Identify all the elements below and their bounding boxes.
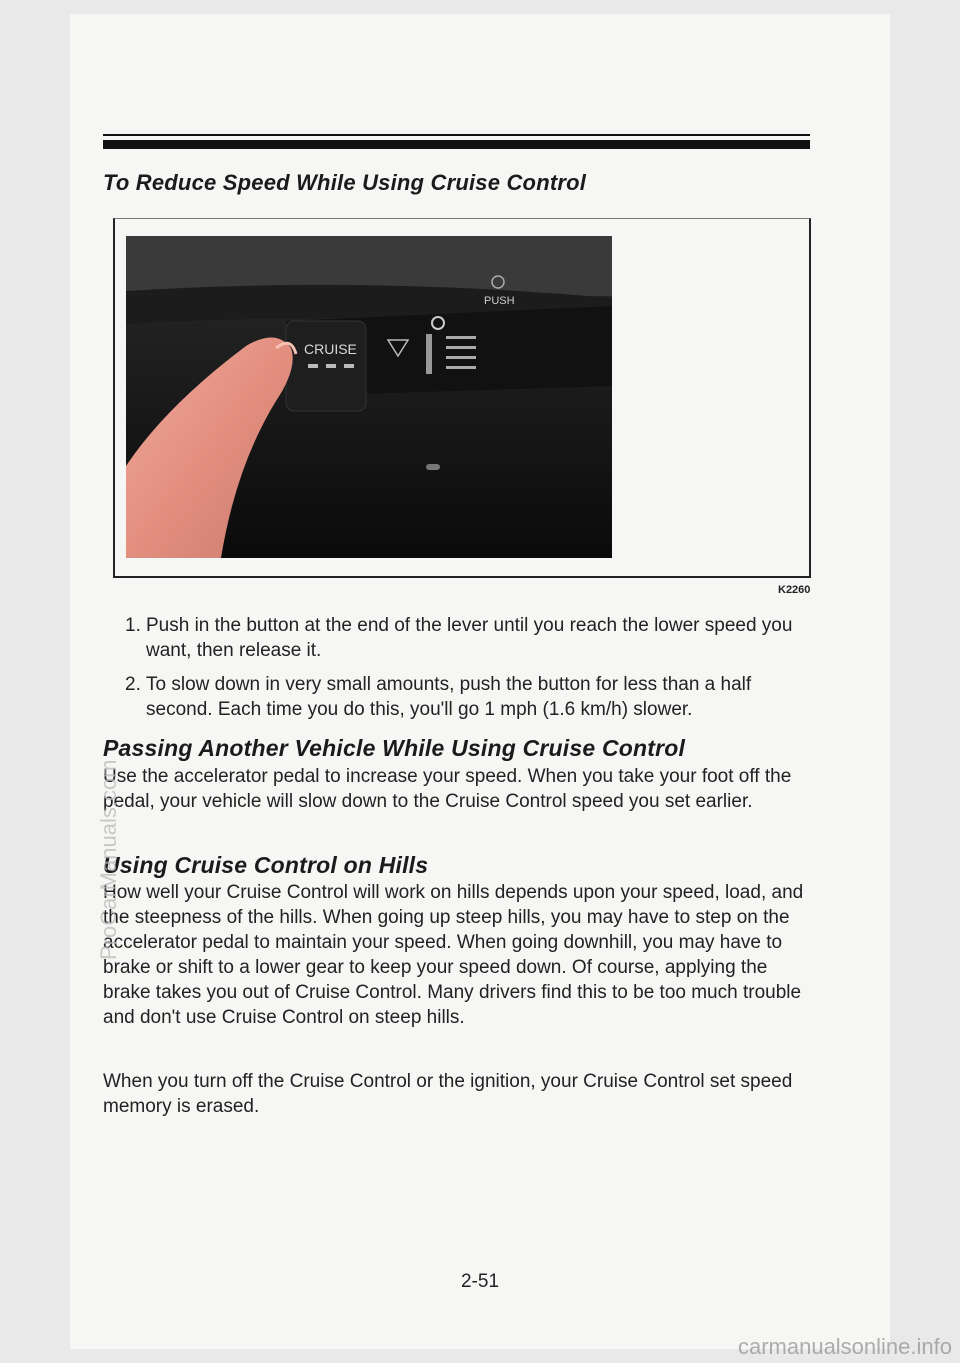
passing-paragraph: Use the accelerator pedal to increase your speed. When you take your foot off the pedal, your vehicle will slow down to the Cruise Control speed you set earlier.: [103, 766, 792, 812]
cruise-label: CRUISE: [304, 341, 357, 357]
page-number: 2-51: [460, 1271, 500, 1292]
steps-list: [103, 613, 803, 731]
cruise-lever-illustration: [126, 236, 612, 558]
step-item: [103, 613, 803, 663]
push-label: PUSH: [484, 295, 515, 307]
figure-code: K2260: [778, 584, 811, 596]
section-title-hills: Using Cruise Control on Hills: [103, 852, 429, 878]
step-number: 2.: [125, 674, 141, 695]
step-number: 1.: [125, 615, 141, 636]
step-text: To slow down in very small amounts, push the button for less than a half second. Each time you do this, you'll go 1 mph (1.6 km/h) slower.: [146, 674, 752, 720]
step-text: Push in the button at the end of the lever until you reach the lower speed you want, then release it.: [146, 615, 793, 661]
memory-paragraph: When you turn off the Cruise Control or the ignition, your Cruise Control set speed memory is erased.: [103, 1071, 793, 1117]
hills-paragraph: How well your Cruise Control will work on hills depends upon your speed, load, and the steepness of the hills. When going up steep hills, you may have to step on the accelerator pedal to maintain your speed. When going downhill, you may have to brake or shift to a lower gear to keep your speed down. Of course, applying the brake takes you out of Cruise Control. Many drivers find this to be too much trouble and don't use Cruise Control on steep hills.: [103, 882, 804, 1028]
cruise-lever-photo: [126, 236, 612, 558]
watermark-left: ProCarManuals.com: [96, 759, 121, 960]
section-title-passing: Passing Another Vehicle While Using Cruise Control: [103, 735, 686, 761]
top-rule: [103, 140, 810, 149]
section-title-reduce-speed: To Reduce Speed While Using Cruise Control: [103, 170, 587, 195]
watermark-bottom: carmanualsonline.info: [737, 1334, 952, 1359]
step-item: [103, 672, 803, 722]
